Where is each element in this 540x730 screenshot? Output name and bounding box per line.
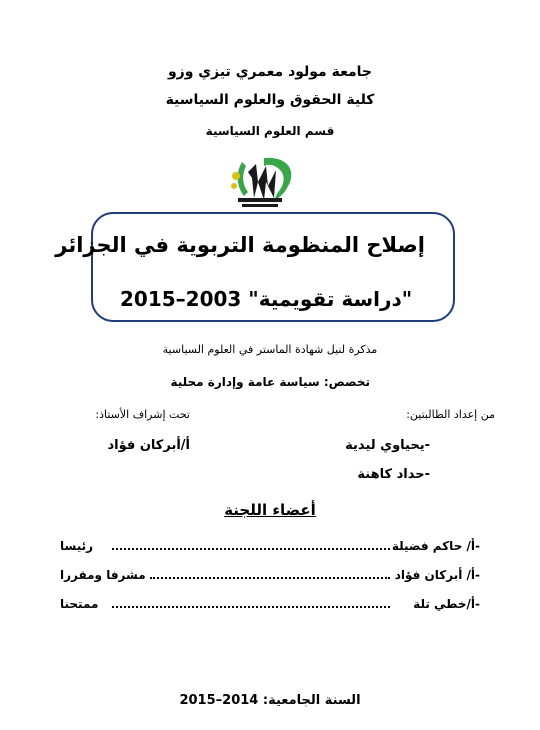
member-name: -أ/خطي تلة: [413, 597, 480, 611]
committee-row: [60, 568, 480, 586]
department-name: قسم العلوم السياسية: [205, 124, 335, 138]
member-name: -أ/ حاكم فضيلة: [391, 539, 480, 553]
academic-year: [0, 693, 540, 708]
subtitle-years: 2015–2003: [120, 287, 242, 311]
student-2: -حداد كاهنة: [357, 467, 430, 482]
student-1: -يحياوي ليدية: [345, 438, 430, 453]
specialty-line: تخصص: سياسة عامة وإدارة محلية: [170, 375, 370, 389]
supervision-label: تحت إشراف الأستاذ:: [95, 408, 190, 421]
university-logo-icon: [224, 152, 300, 214]
academic-year-value: 2015–2014: [179, 693, 259, 708]
member-name: -أ/ أبركان فؤاد: [394, 568, 480, 582]
dotted-leader: [112, 548, 390, 550]
thesis-subtitle: [120, 287, 412, 311]
subtitle-text: "دراسة تقويمية": [248, 287, 413, 311]
university-name: جامعة مولود معمري تيزي وزو: [167, 64, 373, 80]
dotted-leader: [150, 577, 390, 579]
dotted-leader: [112, 606, 390, 608]
committee-title: أعضاء اللجنة: [224, 501, 316, 519]
thesis-title: إصلاح المنظومة التربوية في الجزائر: [55, 233, 425, 257]
member-role: رئيسا: [60, 539, 94, 553]
supervisor-name: أ/أبركان فؤاد: [107, 438, 190, 453]
committee-row: [60, 597, 480, 615]
committee-row: [60, 539, 480, 557]
faculty-name: كلية الحقوق والعلوم السياسية: [165, 92, 375, 108]
prepared-by-label: من إعداد الطالبتين:: [406, 408, 495, 421]
member-role: ممتحنا: [60, 597, 99, 611]
academic-year-label: السنة الجامعية:: [262, 693, 361, 708]
member-role: مشرفا ومقررا: [60, 568, 146, 582]
degree-line: مذكرة لنيل شهادة الماستر في العلوم السياسية: [162, 343, 378, 356]
